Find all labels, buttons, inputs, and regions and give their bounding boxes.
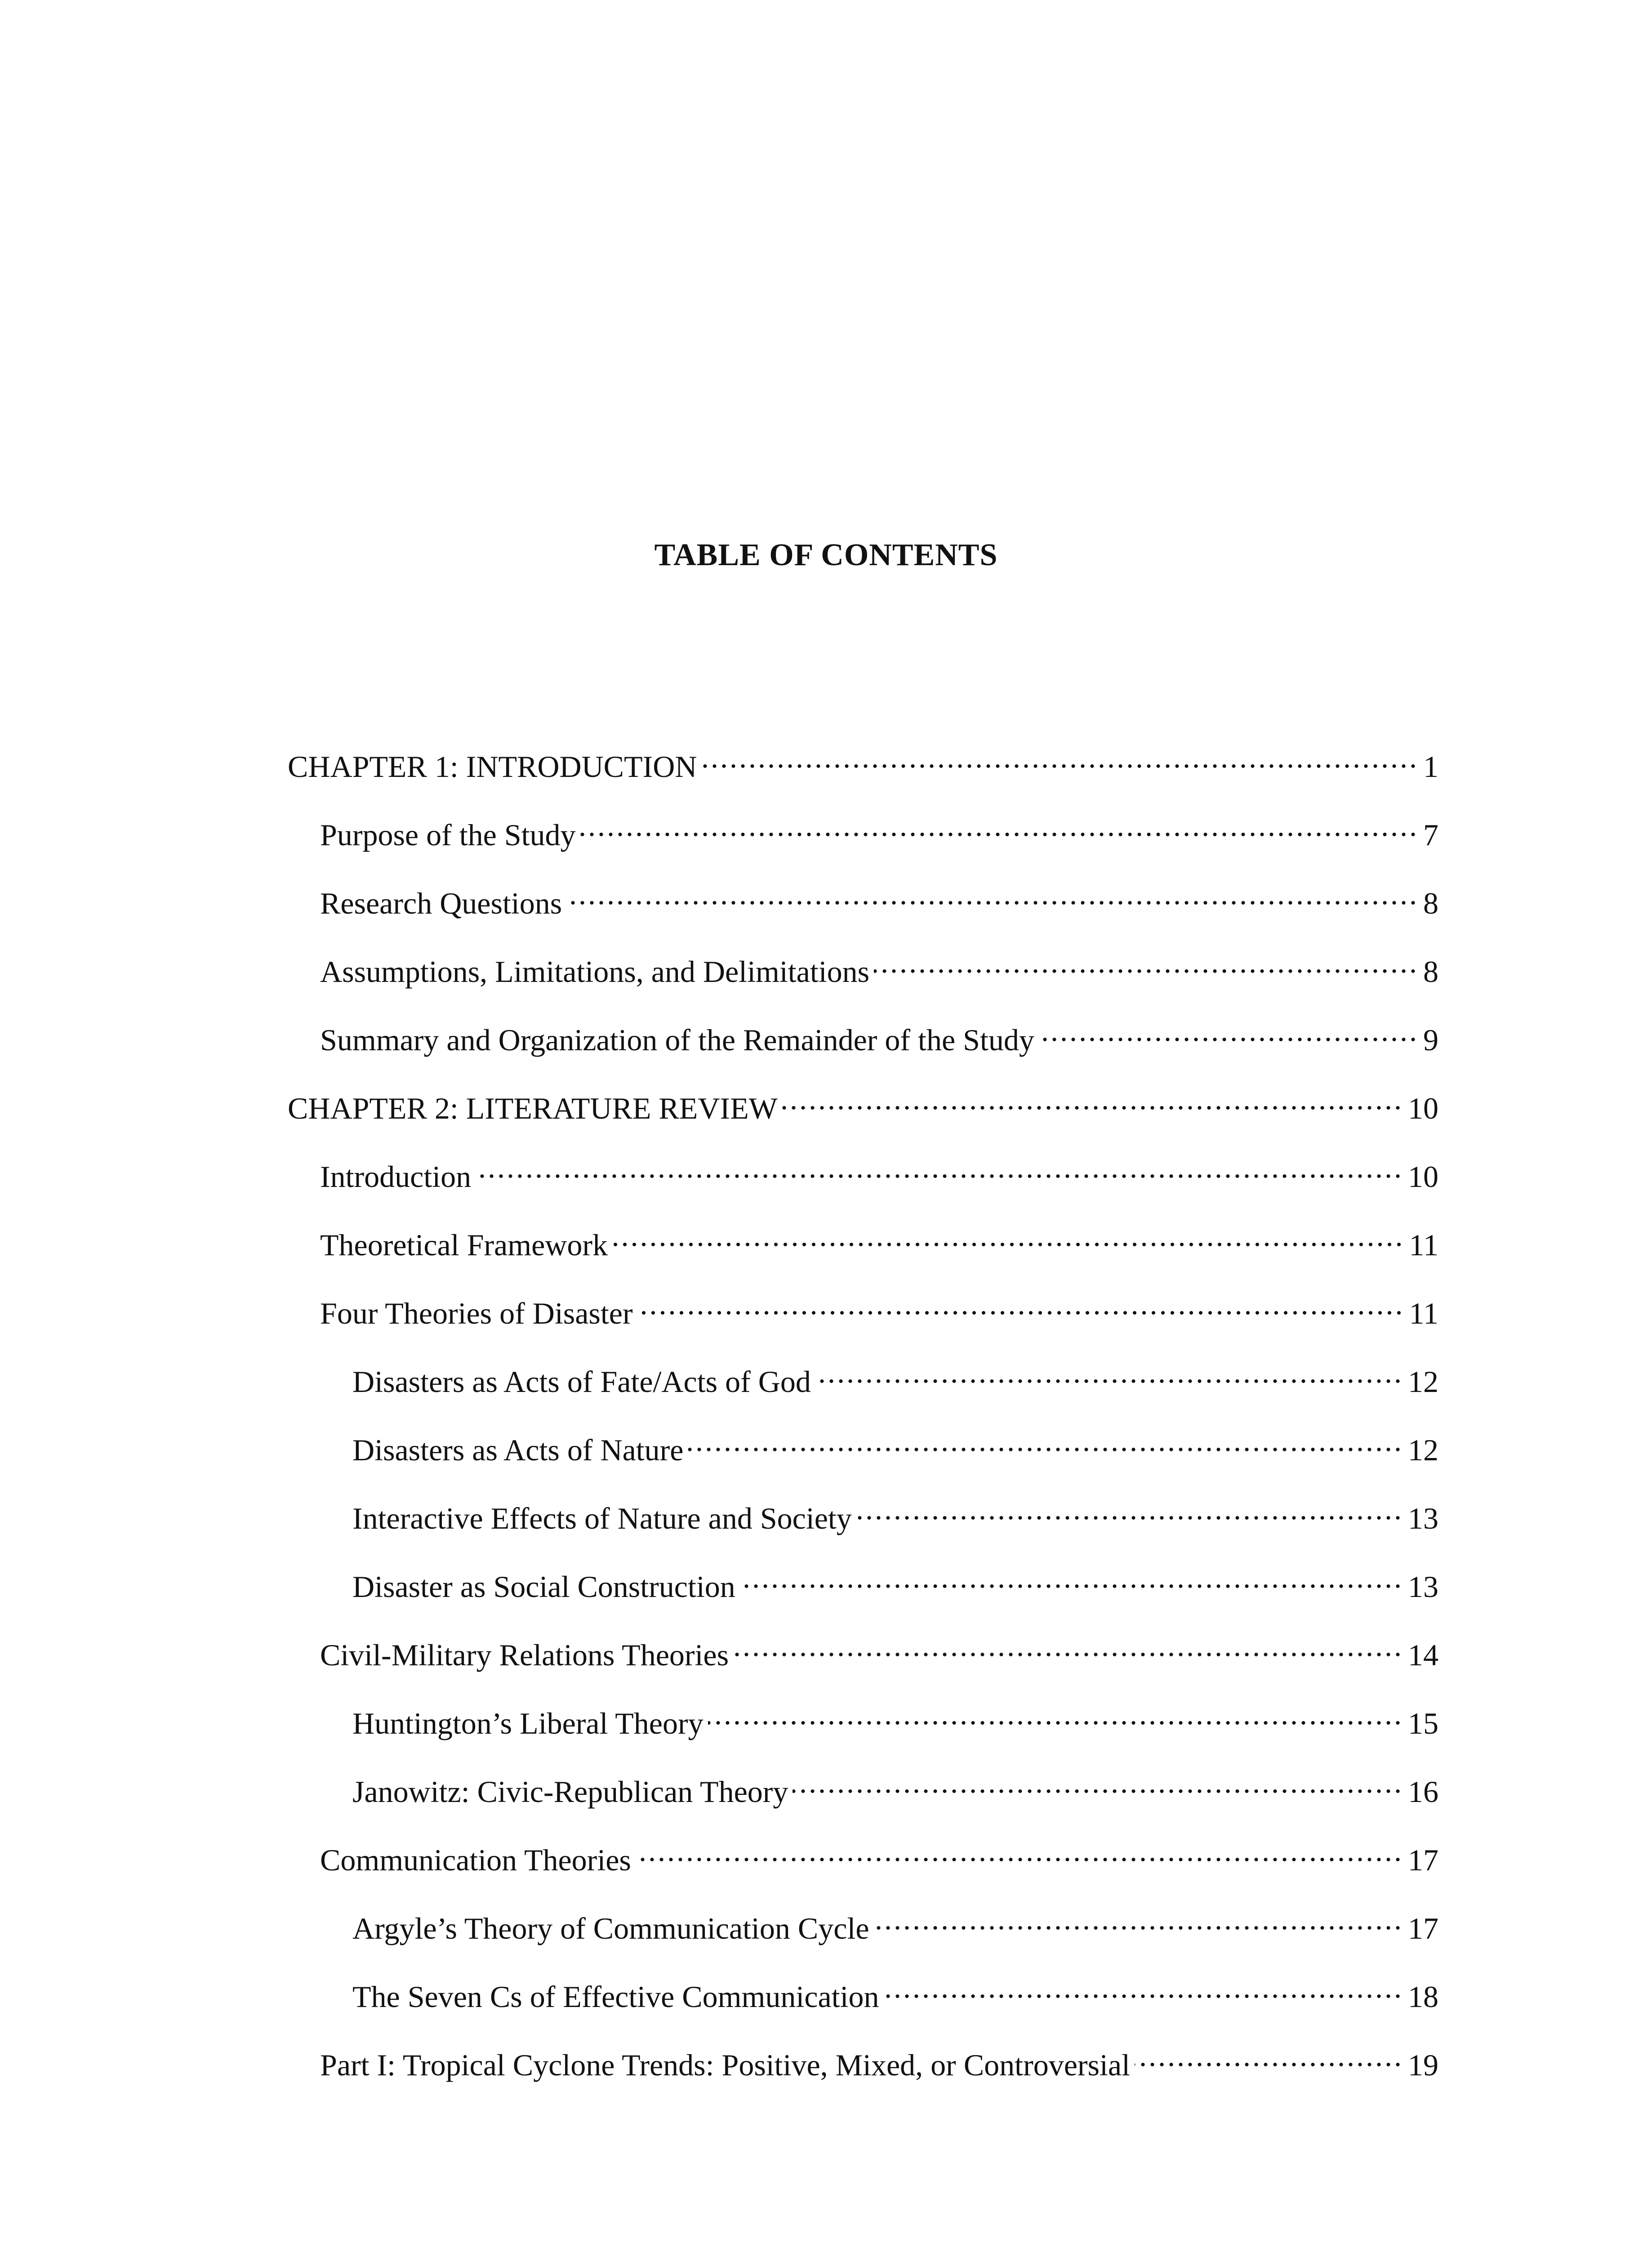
page-title: TABLE OF CONTENTS bbox=[654, 538, 998, 572]
toc-entry-page: 10 bbox=[1408, 1091, 1438, 1125]
toc-dot-leader bbox=[612, 1225, 1404, 1255]
toc-dot-leader bbox=[701, 746, 1419, 777]
toc-entry-label: Introduction bbox=[320, 1160, 472, 1194]
toc-entry-label: Summary and Organization of the Remainder of the Study bbox=[320, 1023, 1034, 1057]
toc-entry-introduction[interactable] bbox=[288, 1156, 1438, 1225]
toc-entry-page: 9 bbox=[1423, 1023, 1438, 1057]
toc-entry-page: 11 bbox=[1409, 1228, 1438, 1262]
toc-entry-label: Part I: Tropical Cyclone Trends: Positive, Mixed, or Controversial bbox=[320, 2048, 1130, 2082]
toc-dot-leader bbox=[636, 1840, 1403, 1870]
toc-entry-label: Research Questions bbox=[320, 886, 562, 920]
toc-entry-label: Argyle’s Theory of Communication Cycle bbox=[352, 1911, 869, 1945]
toc-entry-page: 8 bbox=[1423, 955, 1438, 989]
toc-dot-leader bbox=[874, 1908, 1403, 1939]
toc-entry-label: Purpose of the Study bbox=[320, 818, 576, 852]
toc-entry-assumptions[interactable] bbox=[288, 951, 1438, 1020]
toc-entry-label: The Seven Cs of Effective Communication bbox=[352, 1980, 879, 2014]
toc-entry-page: 16 bbox=[1408, 1775, 1438, 1809]
toc-dot-leader bbox=[1039, 1020, 1419, 1050]
toc-dot-leader bbox=[856, 1498, 1403, 1529]
toc-dot-leader bbox=[637, 1293, 1405, 1324]
toc-entry-acts-of-nature[interactable] bbox=[288, 1430, 1438, 1498]
toc-entry-purpose[interactable] bbox=[288, 815, 1438, 883]
toc-dot-leader bbox=[874, 951, 1419, 982]
toc-entry-four-theories[interactable] bbox=[288, 1293, 1438, 1361]
toc-entry-communication-theories[interactable] bbox=[288, 1840, 1438, 1908]
toc-dot-leader bbox=[782, 1088, 1403, 1119]
toc-entry-label: Disasters as Acts of Nature bbox=[352, 1433, 684, 1467]
toc-dot-leader bbox=[733, 1635, 1403, 1665]
toc-dot-leader bbox=[566, 883, 1419, 914]
toc-entry-label: CHAPTER 1: INTRODUCTION bbox=[288, 749, 697, 784]
toc-entry-huntington[interactable] bbox=[288, 1703, 1438, 1771]
toc-entry-label: Interactive Effects of Nature and Society bbox=[352, 1501, 852, 1535]
toc-entry-label: CHAPTER 2: LITERATURE REVIEW bbox=[288, 1091, 778, 1125]
toc-entry-page: 10 bbox=[1408, 1160, 1438, 1194]
toc-entry-page: 13 bbox=[1408, 1501, 1438, 1535]
toc-entry-page: 17 bbox=[1408, 1843, 1438, 1877]
toc-dot-leader bbox=[815, 1361, 1403, 1392]
toc-entry-chapter-1[interactable] bbox=[288, 746, 1438, 815]
toc-entry-label: Four Theories of Disaster bbox=[320, 1296, 633, 1330]
toc-dot-leader bbox=[580, 815, 1419, 845]
toc-entry-label: Communication Theories bbox=[320, 1843, 631, 1877]
toc-entry-chapter-2[interactable] bbox=[288, 1088, 1438, 1156]
toc-entry-page: 19 bbox=[1408, 2048, 1438, 2082]
toc-dot-leader bbox=[740, 1566, 1403, 1597]
toc-entry-label: Civil-Military Relations Theories bbox=[320, 1638, 729, 1672]
toc-dot-leader bbox=[708, 1703, 1403, 1734]
toc-dot-leader bbox=[793, 1771, 1403, 1802]
toc-entry-janowitz[interactable] bbox=[288, 1771, 1438, 1840]
toc-entry-interactive-effects[interactable] bbox=[288, 1498, 1438, 1566]
toc-dot-leader bbox=[476, 1156, 1403, 1187]
toc-entry-civil-military[interactable] bbox=[288, 1635, 1438, 1703]
toc-entry-label: Theoretical Framework bbox=[320, 1228, 608, 1262]
toc-entry-summary[interactable] bbox=[288, 1020, 1438, 1088]
toc-entry-label: Disaster as Social Construction bbox=[352, 1570, 735, 1604]
toc-dot-leader bbox=[688, 1430, 1403, 1460]
toc-entry-page: 12 bbox=[1408, 1365, 1438, 1399]
toc-entry-seven-cs[interactable] bbox=[288, 1976, 1438, 2045]
toc-entry-social-construction[interactable] bbox=[288, 1566, 1438, 1635]
toc-entry-page: 8 bbox=[1423, 886, 1438, 920]
toc-entry-page: 17 bbox=[1408, 1911, 1438, 1945]
toc-dot-leader bbox=[1135, 2045, 1403, 2075]
toc-entry-page: 18 bbox=[1408, 1980, 1438, 2014]
toc-entry-acts-of-fate[interactable] bbox=[288, 1361, 1438, 1430]
toc-entry-label: Janowitz: Civic-Republican Theory bbox=[352, 1775, 788, 1809]
toc-dot-leader bbox=[883, 1976, 1403, 2007]
toc-entry-page: 1 bbox=[1423, 749, 1438, 784]
toc-entry-page: 14 bbox=[1408, 1638, 1438, 1672]
toc-entry-page: 13 bbox=[1408, 1570, 1438, 1604]
toc-entry-label: Disasters as Acts of Fate/Acts of God bbox=[352, 1365, 811, 1399]
toc-entry-page: 11 bbox=[1409, 1296, 1438, 1330]
toc-entry-label: Assumptions, Limitations, and Delimitations bbox=[320, 955, 870, 989]
toc-entry-label: Huntington’s Liberal Theory bbox=[352, 1706, 704, 1740]
toc-entry-theoretical-framework[interactable] bbox=[288, 1225, 1438, 1293]
toc-list bbox=[288, 746, 1438, 2113]
toc-entry-page: 12 bbox=[1408, 1433, 1438, 1467]
toc-entry-page: 7 bbox=[1423, 818, 1438, 852]
toc-entry-research-questions[interactable] bbox=[288, 883, 1438, 951]
toc-entry-page: 15 bbox=[1408, 1706, 1438, 1740]
toc-entry-part-1[interactable] bbox=[288, 2045, 1438, 2113]
toc-entry-argyle[interactable] bbox=[288, 1908, 1438, 1976]
